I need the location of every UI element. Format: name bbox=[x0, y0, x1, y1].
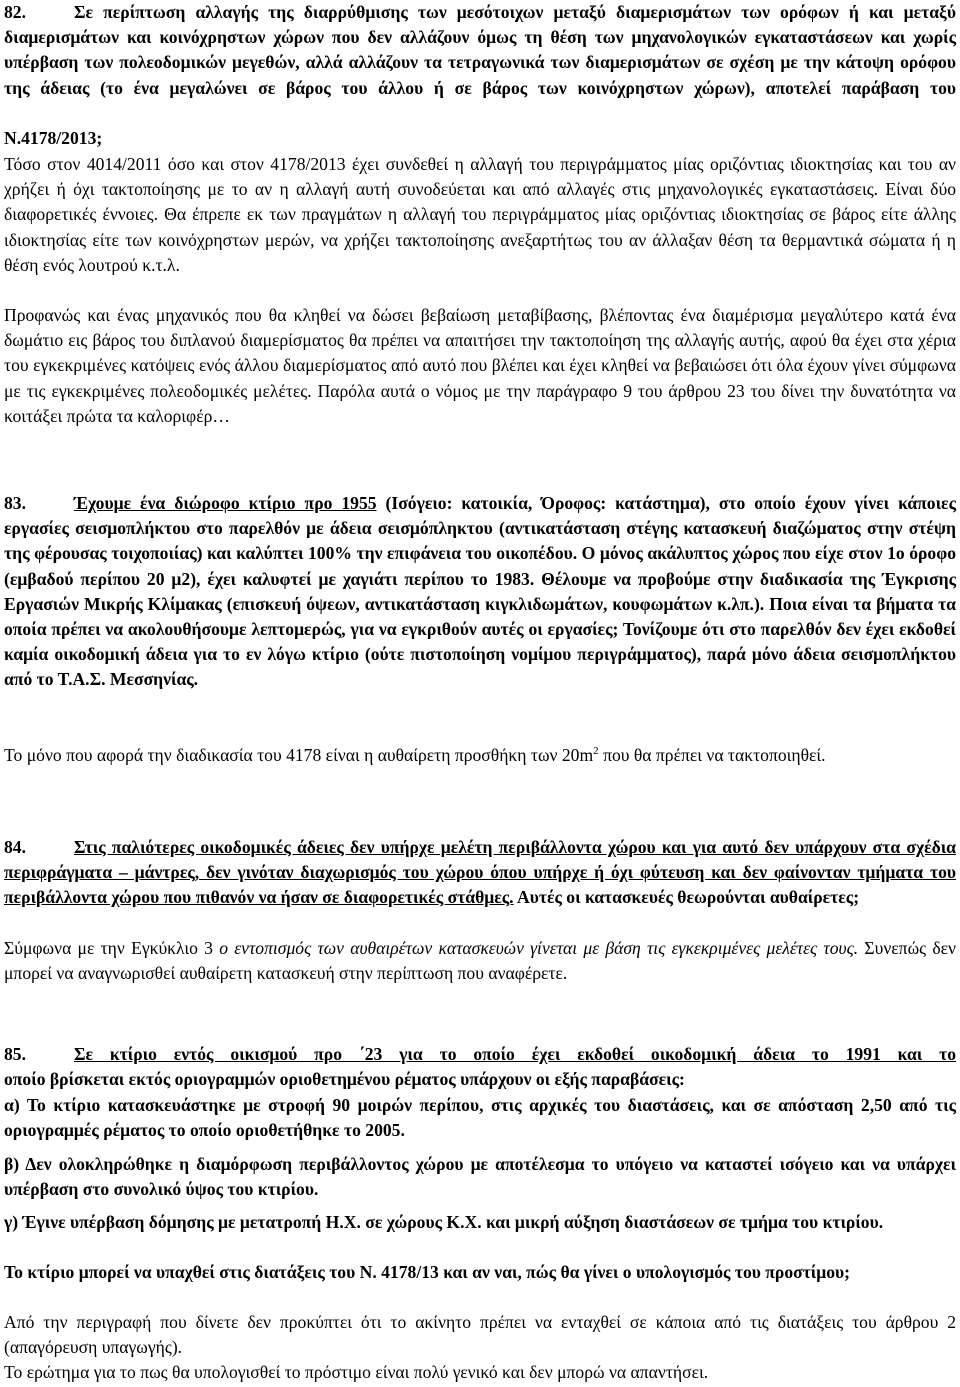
question-85-end: Το κτίριο μπορεί να υπαχθεί στις διατάξεις του Ν. 4178/13 και αν ναι, πώς θα γίνει ο υπολογισμός του προστίμου; bbox=[4, 1262, 851, 1282]
question-number: 84. bbox=[4, 837, 26, 857]
question-number: 82. bbox=[4, 2, 26, 22]
question-85-line-2: οποίο βρίσκεται εκτός οριογραμμών οριοθετημένου ρέματος υπάρχουν οι εξής παραβάσεις: bbox=[4, 1069, 685, 1089]
answer-82-paragraph-1: Τόσο στον 4014/2011 όσο και στον 4178/2013 έχει συνδεθεί η αλλαγή του περιγράμματος μίας οριζόντιας ιδιοκτησίας και του αν χρήζει ή όχι τακτοποίησης με το αν η αλλαγή αυτή συνοδεύεται και από αλλαγές στις μηχανολογικές εγκαταστάσεις. Είναι δύο διαφορετικές έννοιες. Θα έπρεπε εκ των πραγμάτων η αλλαγή του περιγράμματος μίας οριζόντιας ιδιοκτησίας σε βάρος είτε άλλης ιδιοκτησίας είτε των κοινόχρηστων μερών, να χρήζει τακτοποίησης ανεξαρτήτως του αν άλλαξαν θέση τα θερμαντικά σώματα ή η θέση ενός λουτρού κ.τ.λ. bbox=[4, 154, 956, 275]
answer-text: Σύμφωνα με την Εγκύκλιο 3 bbox=[4, 938, 213, 958]
question-text: Αυτές οι κατασκευές θεωρούνται αυθαίρετες; bbox=[517, 887, 860, 908]
question-85-line-1 bbox=[4, 1042, 956, 1067]
answer-text-end: Συνεπώς δεν μπορεί να αναγνωρισθεί αυθαίρετη κατασκευή στην περίπτωση που αναφέρετε. bbox=[4, 938, 956, 984]
superscript-2: 2 bbox=[593, 745, 599, 757]
question-text-underlined: Σε κτίριο εντός οικισμού προ ΄23 για το οποίο έχει εκδοθεί οικοδομική άδεια το 1991 και το bbox=[74, 1044, 956, 1064]
answer-85-paragraph-1: Από την περιγραφή που δίνετε δεν προκύπτει ότι το ακίνητο πρέπει να ενταχθεί σε κάποια από τις διατάξεις του άρθρου 2 (απαγόρευση υπαγωγής). bbox=[4, 1312, 956, 1358]
answer-text-end: που θα πρέπει να τακτοποιηθεί. bbox=[603, 745, 826, 765]
question-83 bbox=[4, 491, 956, 739]
answer-text: Το μόνο που αφορά την διαδικασία του 4178 είναι η αυθαίρετη προσθήκη των 20m bbox=[4, 745, 594, 765]
question-number: 83. bbox=[4, 493, 26, 513]
answer-83 bbox=[4, 743, 956, 768]
question-85-item-c: γ) Έγινε υπέρβαση δόμησης με μετατροπή Η.Χ. σε χώρους Κ.Χ. και μικρή αύξηση διαστάσεων σε τμήμα του κτιρίου. bbox=[4, 1212, 884, 1232]
question-text: Σε περίπτωση αλλαγής της διαρρύθμισης των μεσότοιχων μεταξύ διαμερισμάτων των ορόφων ή και μεταξύ διαμερισμάτων και κοινόχρηστων χώρων που δεν αλλάζουν όμως τη θέση των μηχανολογικών εγκαταστάσεων και χωρίς υπέρβαση των πολεοδομικών μεγεθών, αλλά αλλάζουν τα τετραγωνικά των διαμερισμάτων σε σχέση με την κάτοψη ορόφου της άδειας (το ένα μεγαλώνει σε βάρος του άλλου ή σε βάρος των κοινόχρηστων χώρων), αποτελεί παράβαση του bbox=[4, 2, 956, 98]
question-85-item-b: β) Δεν ολοκληρώθηκε η διαμόρφωση περιβάλλοντος χώρου με αποτέλεσμα το υπόγειο να καταστεί ισόγειο και να υπάρχει υπέρβαση στο συνολικό ύψος του κτιρίου. bbox=[4, 1154, 956, 1200]
answer-82-paragraph-2: Προφανώς και ένας μηχανικός που θα κληθεί να δώσει βεβαίωση μεταβίβασης, βλέποντας ένα διαμέρισμα μεγαλύτερο κατά ένα δωμάτιο εις βάρος του διπλανού διαμερίσματος θα πρέπει να απαιτήσει την τακτοποίηση της αλλαγής αυτής, αφού θα έχει στα χέρια του εγκεκριμένες κατόψεις ενός άλλου διαμερίσματος από αυτό που βλέπει και έχει κληθεί να βεβαιώσει ότι όλα έχουν γίνει σύμφωνα με τις εγκεκριμένες πολεοδομικές μελέτες. Παρόλα αυτά ο νόμος με την παράγραφο 9 του άρθρου 23 του δίνει την δυνατότητα να κοιτάξει πρώτα τα καλοριφέρ… bbox=[4, 305, 956, 426]
question-number: 85. bbox=[4, 1044, 26, 1064]
answer-84 bbox=[4, 936, 956, 986]
question-text-underlined: Στις παλιότερες οικοδομικές άδειες δεν υπήρχε μελέτη περιβάλλοντα χώρου και για αυτό δεν υπάρχουν στα σχέδια περιφράγματα – μάντρες, δεν γινόταν διαχωρισμός του χώρου όπου υπήρχε ή όχι φύτευση και δεν φαίνονταν τμήματα του περιβάλλοντα χώρου που πιθανόν να ήσαν σε διαφορετικές στάθμες. bbox=[4, 837, 956, 908]
question-text-underlined: Έχουμε ένα διώροφο κτίριο προ 1955 bbox=[74, 493, 377, 513]
question-84 bbox=[4, 835, 956, 911]
question-text-end: Ν.4178/2013; bbox=[4, 128, 103, 148]
question-82-end bbox=[4, 126, 956, 151]
answer-85-paragraph-2: Το ερώτημα για το πως θα υπολογισθεί το πρόστιμο είναι πολύ γενικό και δεν μπορώ να απαντήσει. bbox=[4, 1362, 709, 1382]
question-text: (Ισόγειο: κατοικία, Όροφος: κατάστημα), στο οποίο έχουν γίνει κάποιες εργασίες σεισμοπλήκτου στο παρελθόν με άδεια σεισμόπληκτου (αντικατάσταση στέγης κατασκευή διαζώματος στην στέψη της φέρουσας τοιχοποιίας) και καλύπτει 100% την επιφάνεια του οικοπέδου. Ο μόνος ακάλυπτος χώρος που είχε στον 1ο όροφο (εμβαδού περίπου 20 μ2), έχει καλυφτεί με χαγιάτι περίπου το 1983. Θέλουμε να προβούμε στην διαδικασία της Έγκρισης Εργασιών Μικρής Κλίμακας (επισκευή όψεων, αντικατάσταση κιγκλιδωμάτων, κουφωμάτων κ.λπ.). Ποια είναι τα βήματα τα οποία πρέπει να ακολουθήσουμε λεπτομερώς, για να εγκριθούν αυτές οι εργασίες; Τονίζουμε ότι στο παρελθόν δεν έχει εκδοθεί καμία οικοδομική άδεια για το εν λόγω κτίριο (ούτε πιστοποίηση νομίμου περιγράμματος), παρά μόνο άδεια σεισμοπλήκτου από το Τ.Α.Σ. Μεσσηνίας. bbox=[4, 493, 957, 690]
question-85-item-a: α) Το κτίριο κατασκευάστηκε με στροφή 90 μοιρών περίπου, στις αρχικές του διαστάσεις, και σε απόσταση 2,50 από τις οριογραμμές ρέματος το οποίο οριοθετήθηκε το 2005. bbox=[4, 1095, 956, 1141]
answer-italic-quote: ο εντοπισμός των αυθαιρέτων κατασκευών γίνεται με βάση τις εγκεκριμένες μελέτες τους. bbox=[219, 938, 859, 958]
